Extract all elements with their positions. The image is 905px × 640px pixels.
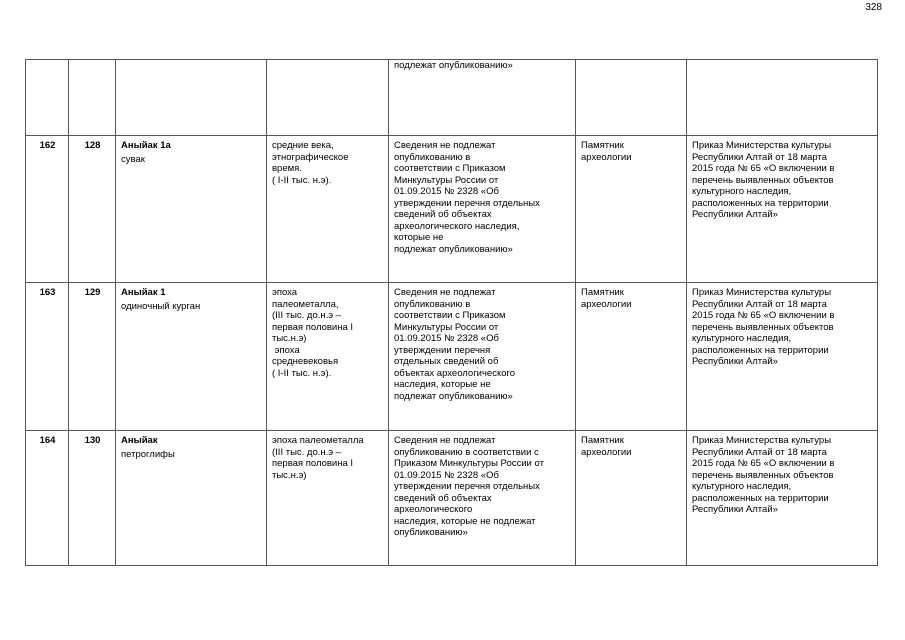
dating-text: эпоха палеометалла (III тыс. до.н.э – первая половина I тыс.н.э) [272, 435, 364, 481]
document-text: Приказ Министерства культуры Республики Алтай от 18 марта 2015 года № 65 «О включении в перечень выявленных объектов культурного наследия, расположенных на территории Республики Алтай» [692, 287, 835, 367]
cell-name [116, 283, 267, 431]
cell-dating [267, 136, 389, 283]
row-number: 163 [26, 283, 69, 431]
table-row [26, 283, 878, 431]
cell-document [687, 283, 878, 431]
cell-document [687, 60, 878, 136]
row-number: 164 [26, 431, 69, 566]
cell-dating [267, 283, 389, 431]
cell-info [389, 283, 576, 431]
document-text: Приказ Министерства культуры Республики Алтай от 18 марта 2015 года № 65 «О включении в перечень выявленных объектов культурного наследия, расположенных на территории Республики Алтай» [692, 140, 835, 220]
info-text: подлежат опубликованию» [394, 60, 513, 71]
info-text: Сведения не подлежат опубликованию в соответствии с Приказом Минкультуры России от 01.09.2015 № 2328 «Об утверждении перечня отдельных сведений об объектах археологического наследия, которые не подлежат опубликованию» [394, 140, 540, 255]
document-text: Приказ Министерства культуры Республики Алтай от 18 марта 2015 года № 65 «О включении в перечень выявленных объектов культурного наследия, расположенных на территории Республики Алтай» [692, 435, 835, 515]
object-name: Аныйак 1а [121, 140, 171, 151]
cell-dating [267, 431, 389, 566]
category-text: Памятник археологии [581, 435, 632, 458]
category-text: Памятник археологии [581, 140, 632, 163]
category-text: Памятник археологии [581, 287, 632, 310]
object-type: петроглифы [121, 448, 175, 460]
object-type: одиночный курган [121, 300, 201, 312]
info-text: Сведения не подлежат опубликованию в соответствии с Приказом Минкультуры России от 01.09.2015 № 2328 «Об утверждении перечня отдельных сведений об объектах археологического наследия, которые не подлежат опубликованию» [394, 287, 516, 402]
cell-dating [267, 60, 389, 136]
page-number: 328 [865, 2, 882, 13]
table-row [26, 136, 878, 283]
cell-name [116, 136, 267, 283]
object-name: Аныйак 1 [121, 287, 166, 298]
heritage-registry-table [25, 59, 878, 566]
table-row [26, 431, 878, 566]
table-row-continuation [26, 60, 878, 136]
cell-info [389, 431, 576, 566]
cell-info [389, 136, 576, 283]
row-local-number: 128 [69, 136, 116, 283]
cell-num-local [69, 60, 116, 136]
object-type: сувак [121, 153, 145, 165]
row-local-number: 130 [69, 431, 116, 566]
cell-category [576, 60, 687, 136]
cell-document [687, 431, 878, 566]
cell-info [389, 60, 576, 136]
cell-num [26, 60, 69, 136]
object-name: Аныйак [121, 435, 158, 446]
cell-name [116, 60, 267, 136]
cell-category [576, 283, 687, 431]
dating-text: эпоха палеометалла, (III тыс. до.н.э – первая половина I тыс.н.э) эпоха средневековья ( I-II тыс. н.э). [272, 287, 354, 379]
cell-category [576, 431, 687, 566]
info-text: Сведения не подлежат опубликованию в соответствии с Приказом Минкультуры России от 01.09.2015 № 2328 «Об утверждении перечня отдельных сведений об объектах археологического наследия, которые не подлежат опубликованию» [394, 435, 544, 538]
row-local-number: 129 [69, 283, 116, 431]
cell-category [576, 136, 687, 283]
row-number: 162 [26, 136, 69, 283]
cell-name [116, 431, 267, 566]
dating-text: средние века, этнографическое время. ( I-II тыс. н.э). [272, 140, 349, 186]
cell-document [687, 136, 878, 283]
